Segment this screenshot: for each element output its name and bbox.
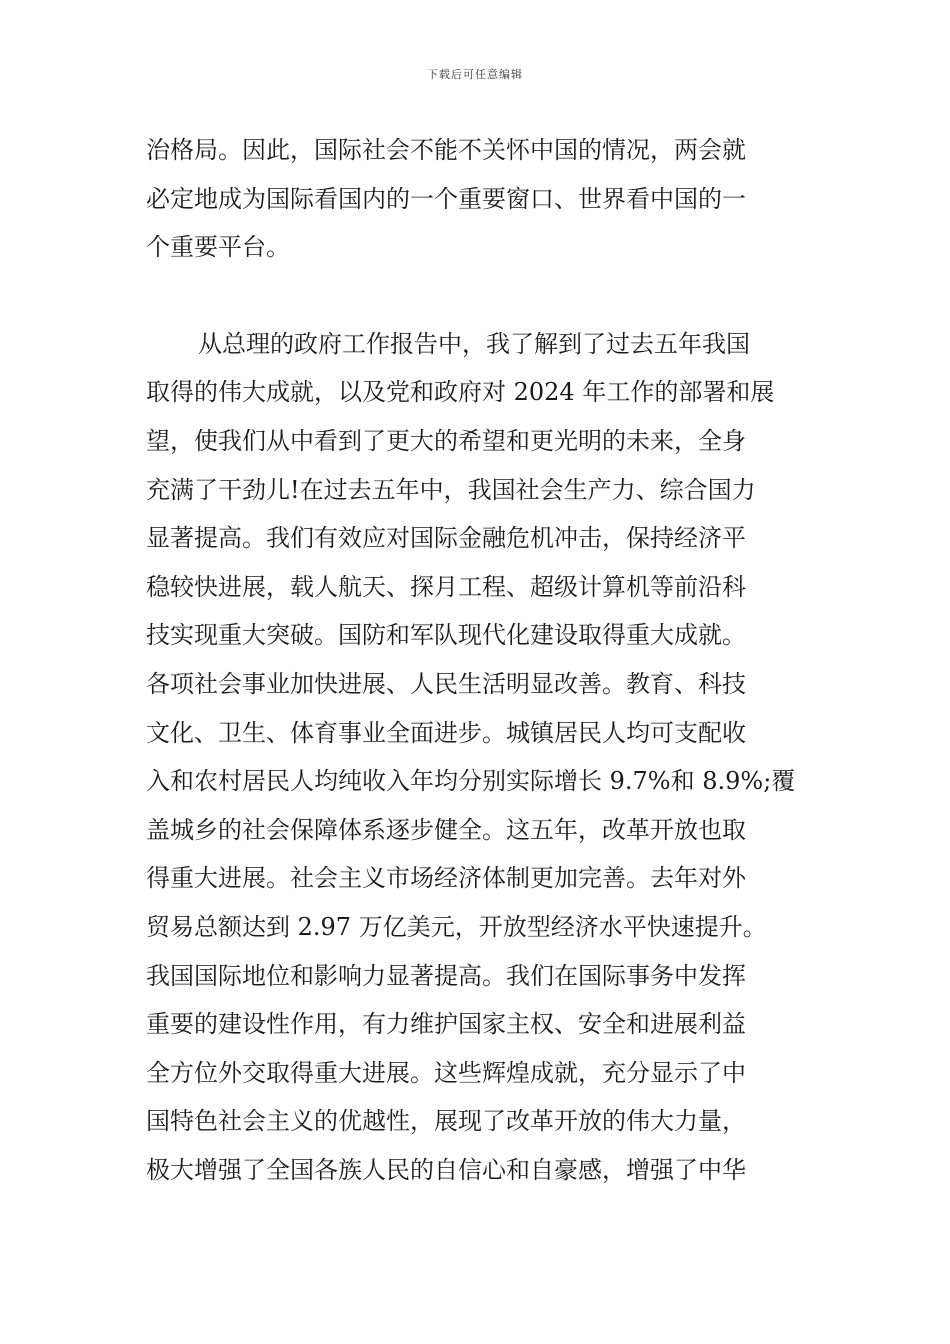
text-line: 望，使我们从中看到了更大的希望和更光明的未来，全身 (146, 426, 746, 455)
text-line: 重要的建设性作用，有力维护国家主权、安全和进展利益 (146, 1010, 746, 1039)
text-line: 治格局。因此，国际社会不能不关怀中国的情况，两会就 (146, 136, 746, 164)
text-line: 显著提高。我们有效应对国际金融危机冲击，保持经济平 (146, 524, 746, 553)
text-line: 盖城乡的社会保障体系逐步健全。这五年，改革开放也取 (146, 815, 746, 844)
document-body (146, 126, 812, 1194)
paragraph-1 (146, 126, 812, 272)
text-line: 入和农村居民人均纯收入年均分别实际增长 9.7%和 8.9%;覆 (146, 767, 796, 796)
text-line: 个重要平台。 (146, 233, 290, 262)
paragraph-2 (146, 320, 812, 1195)
text-line: 必定地成为国际看国内的一个重要窗口、世界看中国的一 (146, 184, 746, 213)
text-line: 技实现重大突破。国防和军队现代化建设取得重大成就。 (146, 621, 746, 650)
text-line: 从总理的政府工作报告中，我了解到了过去五年我国 (198, 329, 750, 358)
text-line: 极大增强了全国各族人民的自信心和自豪感，增强了中华 (146, 1155, 746, 1184)
text-line: 我国国际地位和影响力显著提高。我们在国际事务中发挥 (146, 961, 746, 990)
text-line: 国特色社会主义的优越性，展现了改革开放的伟大力量， (146, 1107, 746, 1136)
text-line: 稳较快进展，载人航天、探月工程、超级计算机等前沿科 (146, 572, 746, 601)
text-line: 取得的伟大成就，以及党和政府对 2024 年工作的部署和展 (146, 378, 775, 407)
text-line: 文化、卫生、体育事业全面进步。城镇居民人均可支配收 (146, 718, 746, 747)
text-line: 各项社会事业加快进展、人民生活明显改善。教育、科技 (146, 669, 746, 698)
paragraph-gap (146, 272, 812, 320)
text-line: 得重大进展。社会主义市场经济体制更加完善。去年对外 (146, 864, 746, 893)
text-line: 贸易总额达到 2.97 万亿美元，开放型经济水平快速提升。 (146, 912, 767, 941)
page-header: 下载后可任意编辑 (427, 68, 523, 81)
text-line: 充满了干劲儿!在过去五年中，我国社会生产力、综合国力 (146, 475, 756, 504)
text-line: 全方位外交取得重大进展。这些辉煌成就，充分显示了中 (146, 1058, 746, 1087)
